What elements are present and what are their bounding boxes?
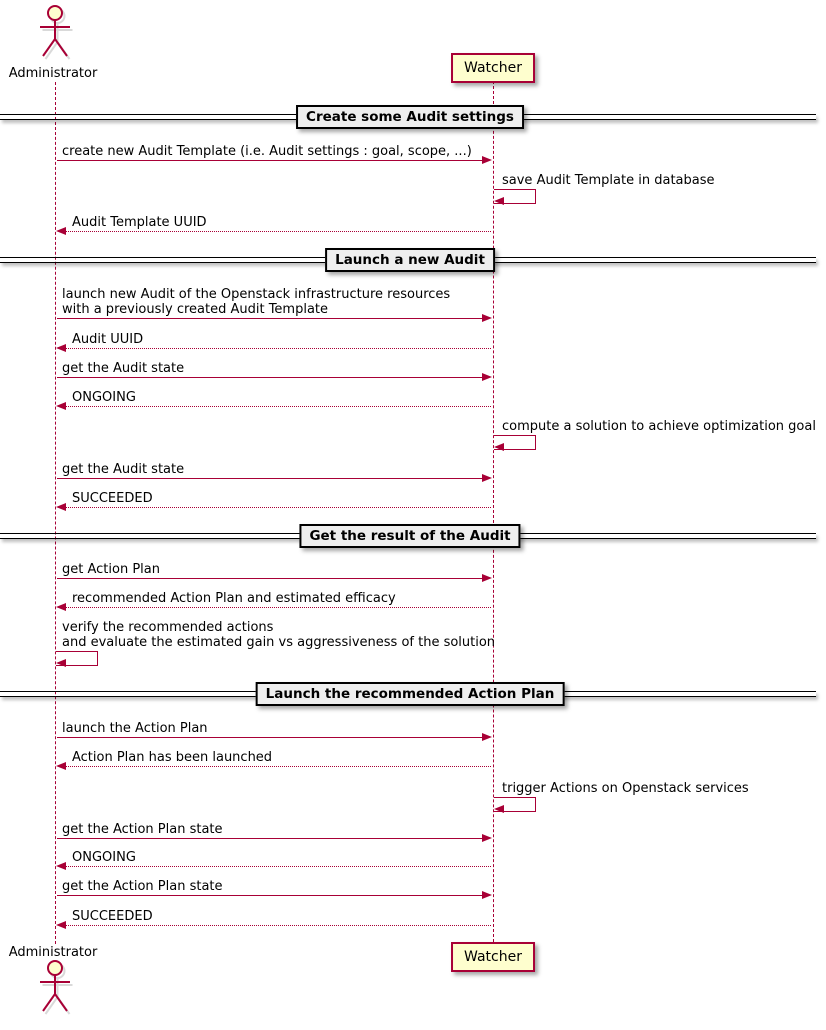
actor-label-administrator-top: Administrator (8, 66, 98, 81)
message-arrow (56, 921, 492, 930)
arrowhead-icon (56, 603, 66, 611)
arrow-shaft (57, 578, 483, 579)
arrowhead-icon (482, 474, 492, 482)
message-arrow (56, 373, 492, 382)
message-label-line: get the Audit state (62, 462, 185, 477)
arrow-shaft (65, 406, 491, 407)
arrow-shaft (65, 925, 491, 926)
arrow-shaft (65, 507, 491, 508)
message-arrow (56, 474, 492, 483)
actor-label-administrator-bottom: Administrator (8, 945, 98, 960)
self-message-label (502, 781, 749, 796)
message-label-line: with a previously created Audit Template (62, 302, 329, 317)
message-arrow (56, 574, 492, 583)
stick-figure-icon (32, 3, 78, 65)
arrow-shaft (57, 737, 483, 738)
arrow-shaft (57, 838, 483, 839)
message-label-line: get the Action Plan state (62, 879, 223, 894)
arrowhead-icon (482, 314, 492, 322)
message-label-line: launch the Action Plan (62, 721, 208, 736)
message-label-line: launch new Audit of the Openstack infrastructure resources (62, 287, 451, 302)
stick-figure-icon (32, 958, 78, 1020)
arrowhead-icon (482, 834, 492, 842)
participant-box-watcher-top: Watcher (451, 53, 535, 83)
message-label-line: SUCCEEDED (72, 909, 153, 924)
message-label-line: create new Audit Template (i.e. Audit settings : goal, scope, ...) (62, 144, 472, 159)
actor-figure-administrator-top (32, 3, 78, 65)
arrowhead-icon (482, 156, 492, 164)
message-arrow (56, 402, 492, 411)
arrow-shaft (57, 318, 483, 319)
section-divider: Create some Audit settings (296, 105, 524, 129)
arrowhead-icon (482, 891, 492, 899)
arrow-shaft (65, 866, 491, 867)
arrowhead-icon (56, 921, 66, 929)
section-divider: Get the result of the Audit (299, 524, 520, 548)
arrowhead-icon (56, 402, 66, 410)
arrowhead-icon (494, 197, 504, 205)
message-label-line: SUCCEEDED (72, 491, 153, 506)
message-arrow (56, 762, 492, 771)
lifeline-administrator (55, 82, 56, 944)
arrow-shaft (65, 231, 491, 232)
message-arrow (56, 891, 492, 900)
arrowhead-icon (482, 373, 492, 381)
message-arrow (56, 344, 492, 353)
self-message-label-line: verify the recommended actions (62, 620, 274, 635)
arrow-shaft (65, 766, 491, 767)
self-message-label (502, 419, 816, 434)
arrowhead-icon (494, 805, 504, 813)
arrowhead-icon (494, 443, 504, 451)
message-arrow (56, 314, 492, 323)
message-label-line: recommended Action Plan and estimated efficacy (72, 591, 396, 606)
self-message-label-line: compute a solution to achieve optimization goal (502, 419, 816, 434)
arrowhead-icon (56, 862, 66, 870)
participant-box-watcher-bottom: Watcher (451, 942, 535, 972)
message-label-line: ONGOING (72, 850, 136, 865)
arrow-shaft (65, 348, 491, 349)
message-arrow (56, 834, 492, 843)
message-label-line: ONGOING (72, 390, 136, 405)
arrow-shaft (57, 160, 483, 161)
message-label-line: get the Action Plan state (62, 822, 223, 837)
message-label-line: Audit UUID (72, 332, 144, 347)
arrowhead-icon (56, 227, 66, 235)
arrow-shaft (65, 607, 491, 608)
actor-figure-administrator-bottom (32, 958, 78, 1020)
arrow-shaft (57, 478, 483, 479)
message-arrow (56, 156, 492, 165)
section-divider: Launch a new Audit (325, 248, 495, 272)
message-arrow (56, 733, 492, 742)
self-message-label-line: trigger Actions on Openstack services (502, 781, 749, 796)
message-label-line: get Action Plan (62, 562, 160, 577)
arrowhead-icon (482, 574, 492, 582)
message-label-line: Audit Template UUID (72, 215, 207, 230)
self-message-label (62, 620, 495, 650)
self-message-label (502, 173, 715, 188)
arrowhead-icon (56, 659, 66, 667)
self-message-label-line: save Audit Template in database (502, 173, 715, 188)
self-message-label-line: and evaluate the estimated gain vs aggressiveness of the solution (62, 635, 496, 650)
message-label-line: Action Plan has been launched (72, 750, 273, 765)
arrowhead-icon (56, 762, 66, 770)
message-arrow (56, 603, 492, 612)
arrowhead-icon (56, 503, 66, 511)
message-label (62, 287, 450, 317)
message-arrow (56, 227, 492, 236)
arrowhead-icon (482, 733, 492, 741)
arrowhead-icon (56, 344, 66, 352)
section-divider: Launch the recommended Action Plan (256, 682, 565, 706)
arrow-shaft (57, 895, 483, 896)
arrow-shaft (57, 377, 483, 378)
message-label-line: get the Audit state (62, 361, 185, 376)
message-arrow (56, 503, 492, 512)
message-arrow (56, 862, 492, 871)
